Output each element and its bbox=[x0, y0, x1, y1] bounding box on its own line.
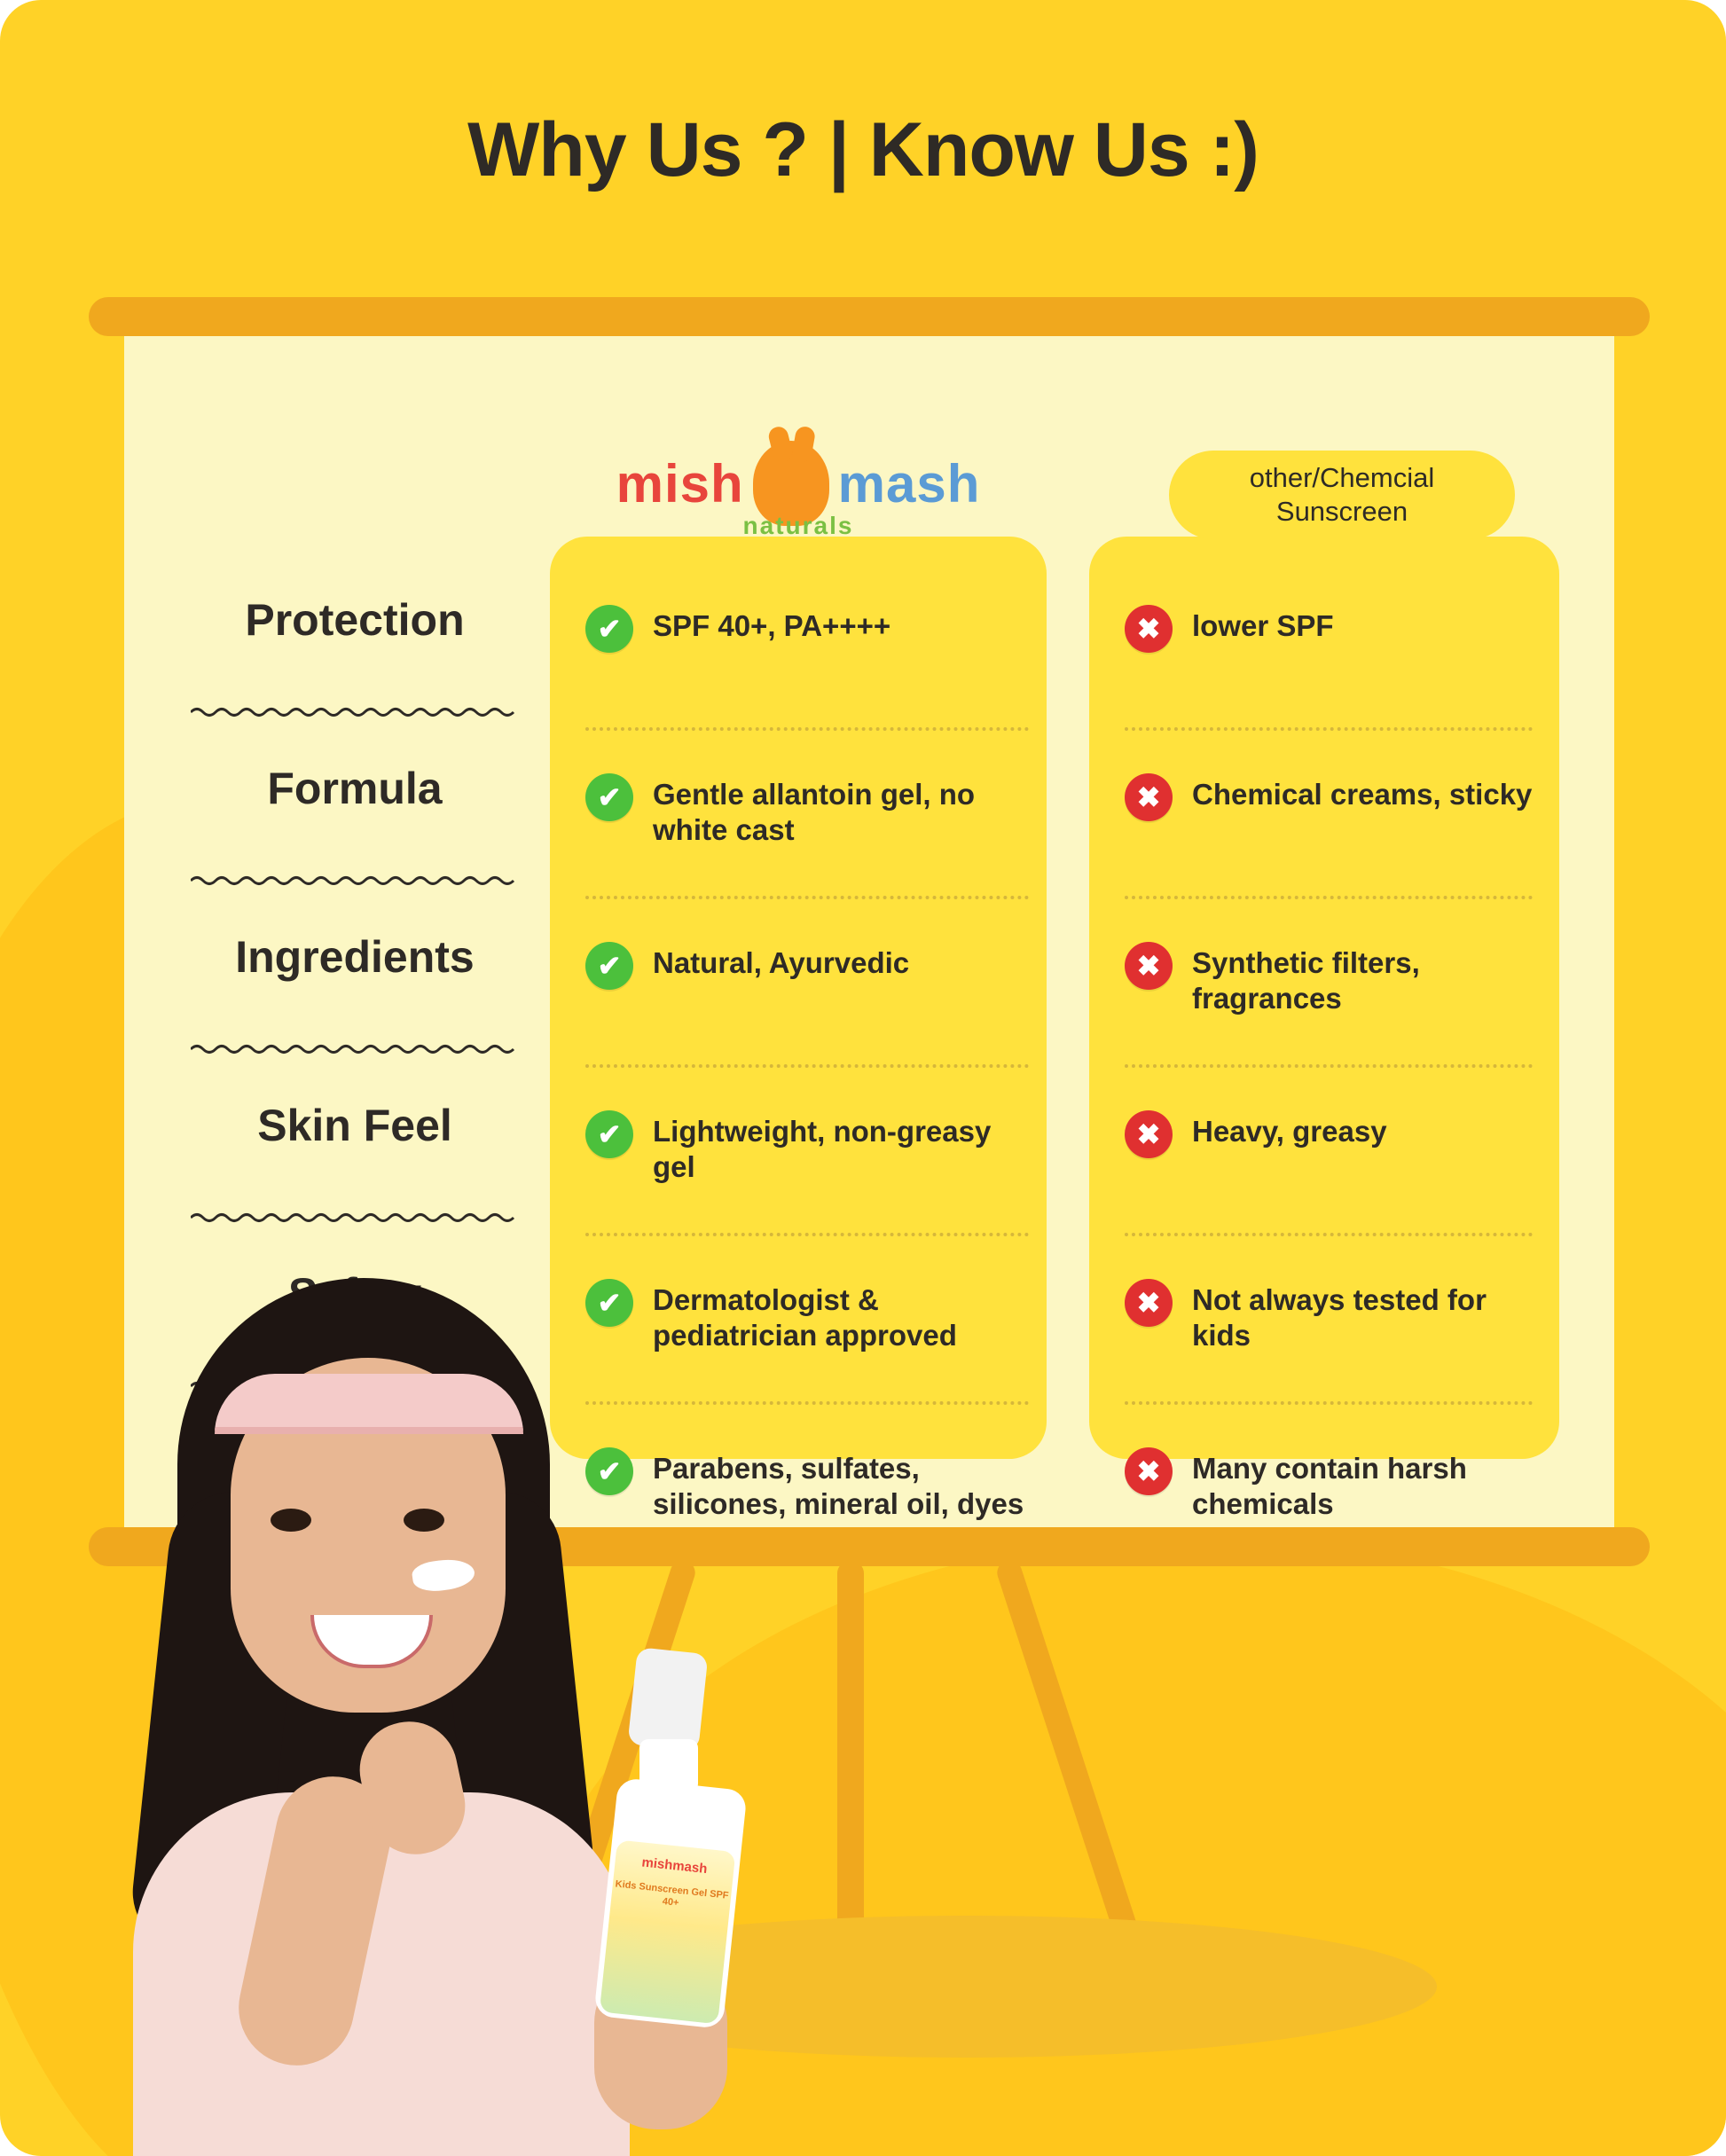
row-label bbox=[191, 585, 519, 754]
brand-logo bbox=[572, 430, 1024, 537]
check-icon: ✔ bbox=[585, 1447, 633, 1495]
row-divider bbox=[1125, 727, 1533, 731]
bottle-cap bbox=[627, 1647, 708, 1752]
other-item-text: Many contain harsh chemicals bbox=[1192, 1452, 1467, 1521]
row-divider bbox=[585, 896, 1029, 899]
eye-right bbox=[404, 1509, 444, 1532]
divider-squiggle bbox=[191, 1211, 519, 1224]
row-label-text: Formula bbox=[267, 764, 443, 813]
divider-squiggle bbox=[191, 1043, 519, 1055]
bottle-label bbox=[600, 1839, 736, 2024]
other-item-text: lower SPF bbox=[1192, 609, 1334, 642]
cross-icon: ✖ bbox=[1125, 1447, 1173, 1495]
row-label-text: Skin Feel bbox=[257, 1101, 452, 1150]
row-label bbox=[191, 922, 519, 1091]
brand-item-row bbox=[585, 922, 1029, 1091]
row-divider bbox=[1125, 1401, 1533, 1405]
bottle-brand-text: mishmash bbox=[640, 1854, 709, 1878]
other-item-row bbox=[1125, 754, 1533, 922]
row-divider bbox=[1125, 1064, 1533, 1068]
other-item-text: Not always tested for kids bbox=[1192, 1283, 1487, 1352]
divider-squiggle bbox=[191, 874, 519, 887]
row-label bbox=[191, 754, 519, 922]
brand-tagline: naturals bbox=[742, 512, 854, 539]
other-items-column bbox=[1125, 585, 1533, 1596]
check-icon: ✔ bbox=[585, 942, 633, 990]
other-item-text: Chemical creams, sticky bbox=[1192, 778, 1533, 811]
other-item-row bbox=[1125, 1428, 1533, 1596]
brand-item-text: Dermatologist & pediatrician approved bbox=[653, 1283, 957, 1352]
check-icon: ✔ bbox=[585, 1110, 633, 1158]
check-icon: ✔ bbox=[585, 773, 633, 821]
bottle-product-text: Kids Sunscreen Gel SPF 40+ bbox=[615, 1878, 730, 1909]
brand-item-text: Parabens, sulfates, silicones, mineral oil, dyes bbox=[653, 1452, 1024, 1521]
product-bottle bbox=[599, 1704, 741, 2023]
cross-icon: ✖ bbox=[1125, 773, 1173, 821]
other-item-text: Synthetic filters, fragrances bbox=[1192, 946, 1420, 1015]
bottle-body bbox=[593, 1777, 747, 2029]
brand-item-text: Lightweight, non-greasy gel bbox=[653, 1115, 992, 1184]
row-divider bbox=[1125, 896, 1533, 899]
row-divider bbox=[585, 727, 1029, 731]
row-label-text: Ingredients bbox=[235, 932, 475, 982]
check-icon: ✔ bbox=[585, 605, 633, 653]
other-header-line1: other/Chemcial bbox=[1249, 462, 1435, 494]
other-column-header bbox=[1169, 451, 1515, 539]
brand-item-row bbox=[585, 754, 1029, 922]
brand-logo-word-left: mish bbox=[616, 453, 744, 514]
row-divider bbox=[585, 1064, 1029, 1068]
brand-item-row bbox=[585, 585, 1029, 754]
eye-left bbox=[271, 1509, 311, 1532]
cross-icon: ✖ bbox=[1125, 942, 1173, 990]
cross-icon: ✖ bbox=[1125, 605, 1173, 653]
row-divider bbox=[1125, 1233, 1533, 1236]
cross-icon: ✖ bbox=[1125, 1110, 1173, 1158]
divider-squiggle bbox=[191, 706, 519, 718]
other-item-row bbox=[1125, 1091, 1533, 1259]
check-icon: ✔ bbox=[585, 1279, 633, 1327]
other-header-line2: Sunscreen bbox=[1275, 496, 1408, 527]
other-item-row bbox=[1125, 1259, 1533, 1428]
cross-icon: ✖ bbox=[1125, 1279, 1173, 1327]
child-photo bbox=[98, 1225, 772, 2156]
other-item-row bbox=[1125, 922, 1533, 1091]
brand-logo-word-right: mash bbox=[837, 453, 981, 514]
headband bbox=[215, 1374, 523, 1434]
brand-item-text: SPF 40+, PA++++ bbox=[653, 609, 891, 642]
page-title: Why Us ? | Know Us :) bbox=[467, 107, 1259, 192]
brand-item-text: Natural, Ayurvedic bbox=[653, 946, 910, 979]
other-item-row bbox=[1125, 585, 1533, 754]
other-item-text: Heavy, greasy bbox=[1192, 1115, 1387, 1148]
brand-item-text: Gentle allantoin gel, no white cast bbox=[653, 778, 976, 847]
row-label-text: Protection bbox=[245, 595, 465, 645]
board-top-bar bbox=[89, 297, 1650, 336]
